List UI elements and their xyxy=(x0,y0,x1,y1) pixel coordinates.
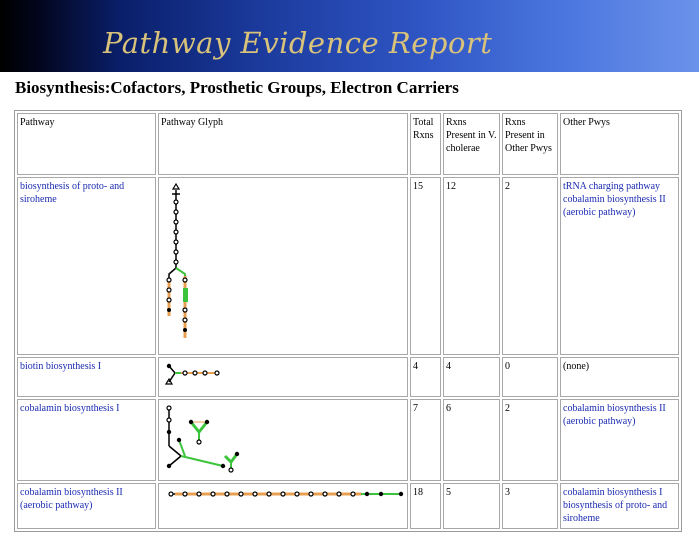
pathway-glyph xyxy=(161,402,271,476)
other-pwys-text: (none) xyxy=(560,357,679,397)
section-heading: Biosynthesis:Cofactors, Prosthetic Groups, Electron Carriers xyxy=(15,78,459,97)
rxns-other-pwys: 2 xyxy=(502,177,558,355)
total-rxns: 4 xyxy=(410,357,441,397)
pathway-glyph-cell xyxy=(158,177,408,355)
other-pwy-link[interactable]: cobalamin biosynthesis II (aerobic pathway) xyxy=(563,194,666,218)
other-pwy-link[interactable]: biosynthesis of proto- and siroheme xyxy=(563,500,668,524)
header-rxns-present: Rxns Present in V. cholerae xyxy=(443,113,500,175)
header-pathway-glyph: Pathway Glyph xyxy=(158,113,408,175)
table-row xyxy=(17,399,679,481)
pathway-link[interactable]: cobalamin biosynthesis I xyxy=(20,403,120,414)
pathway-glyph-cell xyxy=(158,399,408,481)
pathway-link[interactable]: biotin biosynthesis I xyxy=(20,361,102,372)
table-row xyxy=(17,483,679,529)
header-rxns-other-pwys: Rxns Present in Other Pwys xyxy=(502,113,558,175)
total-rxns: 7 xyxy=(410,399,441,481)
table-header-row xyxy=(17,113,679,175)
other-pwy-link[interactable]: cobalamin biosynthesis I xyxy=(563,487,663,498)
page-title: Pathway Evidence Report xyxy=(103,26,493,60)
rxns-present: 5 xyxy=(443,483,500,529)
header-pathway: Pathway xyxy=(17,113,156,175)
table-row xyxy=(17,177,679,355)
other-pwys-cell xyxy=(560,399,679,481)
rxns-present: 12 xyxy=(443,177,500,355)
total-rxns: 18 xyxy=(410,483,441,529)
pathway-glyph xyxy=(161,486,405,502)
rxns-other-pwys: 2 xyxy=(502,399,558,481)
other-pwys-cell xyxy=(560,483,679,529)
other-pwy-link[interactable]: cobalamin biosynthesis II (aerobic pathway) xyxy=(563,403,666,427)
rxns-other-pwys: 3 xyxy=(502,483,558,529)
pathway-glyph-cell xyxy=(158,357,408,397)
rxns-other-pwys: 0 xyxy=(502,357,558,397)
rxns-present: 4 xyxy=(443,357,500,397)
rxns-present: 6 xyxy=(443,399,500,481)
pathway-glyph xyxy=(161,180,221,348)
pathway-link[interactable]: biosynthesis of proto- and siroheme xyxy=(20,181,125,205)
pathway-glyph xyxy=(161,360,231,390)
other-pwy-link[interactable]: tRNA charging pathway xyxy=(563,181,661,192)
other-pwys-cell xyxy=(560,177,679,355)
table-row xyxy=(17,357,679,397)
header-total-rxns: Total Rxns xyxy=(410,113,441,175)
pathway-link[interactable]: cobalamin biosynthesis II (aerobic pathway) xyxy=(20,487,123,511)
pathway-glyph-cell xyxy=(158,483,408,529)
total-rxns: 15 xyxy=(410,177,441,355)
pathway-evidence-table xyxy=(14,110,682,532)
header-other-pwys: Other Pwys xyxy=(560,113,679,175)
